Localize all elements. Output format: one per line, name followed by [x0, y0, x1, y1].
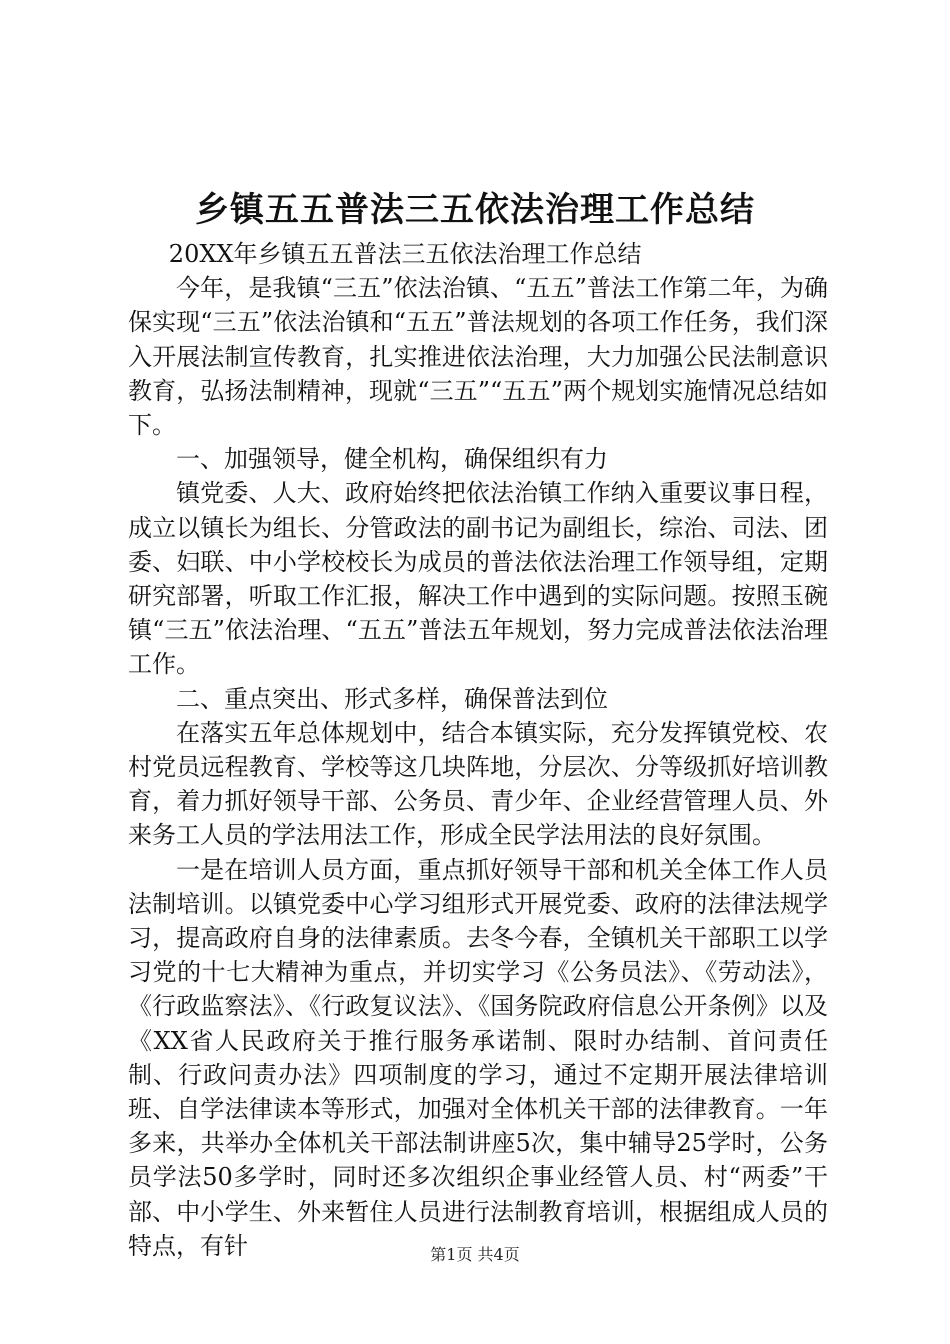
paragraph-subtitle: 20XX年乡镇五五普法三五依法治理工作总结 [168, 240, 642, 268]
paragraph: 一是在培训人员方面，重点抓好领导干部和机关全体工作人员法制培训。以镇党委中心学习组形式开展党委、政府的法律法规学习，提高政府自身的法律素质。去冬今春，全镇机关干部职工以学习党的十七大精神为重点，并切实学习《公务员法》、《劳动法》，《行政监察法》、《行政复议法》、《国务院政府信息公开条例》以及《XX省人民政府关于推行服务承诺制、限时办结制、首问责任制、行政问责办法》四项制度的学习，通过不定期开展法律培训班、自学法律读本等形式，加强对全体机关干部的法律教育。一年多来，共举办全体机关干部法制讲座5次，集中辅导25学时，公务员学法50多学时，同时还多次组织企事业经管人员、村“两委”干部、中小学生、外来暂住人员进行法制教育培训，根据组成人员的特点，有针 [128, 855, 828, 1260]
page-title: 乡镇五五普法三五依法治理工作总结 [195, 190, 755, 230]
document-body [128, 237, 828, 1263]
paragraph: 在落实五年总体规划中，结合本镇实际，充分发挥镇党校、农村党员远程教育、学校等这几块阵地，分层次、分等级抓好培训教育，着力抓好领导干部、公务员、青少年、企业经营管理人员、外来务工人员的学法用法工作，形成全民学法用法的良好氛围。 [128, 718, 828, 850]
paragraph: 今年，是我镇“三五”依法治镇、“五五”普法工作第二年，为确保实现“三五”依法治镇和“五五”普法规划的各项工作任务，我们深入开展法制宣传教育，扎实推进依法治理，大力加强公民法制意识教育，弘扬法制精神，现就“三五”“五五”两个规划实施情况总结如下。 [128, 274, 828, 440]
paragraph: 镇党委、人大、政府始终把依法治镇工作纳入重要议事日程，成立以镇长为组长、分管政法的副书记为副组长，综治、司法、团委、妇联、中小学校校长为成员的普法依法治理工作领导组，定期研究部署，听取工作汇报，解决工作中遇到的实际问题。按照玉碗镇“三五”依法治理、“五五”普法五年规划，努力完成普法依法治理工作。 [128, 479, 828, 679]
section-heading: 一、加强领导，健全机构，确保组织有力 [176, 445, 608, 474]
section-heading: 二、重点突出、形式多样，确保普法到位 [176, 684, 608, 713]
page-footer: 第1页 共4页 [430, 1245, 520, 1264]
